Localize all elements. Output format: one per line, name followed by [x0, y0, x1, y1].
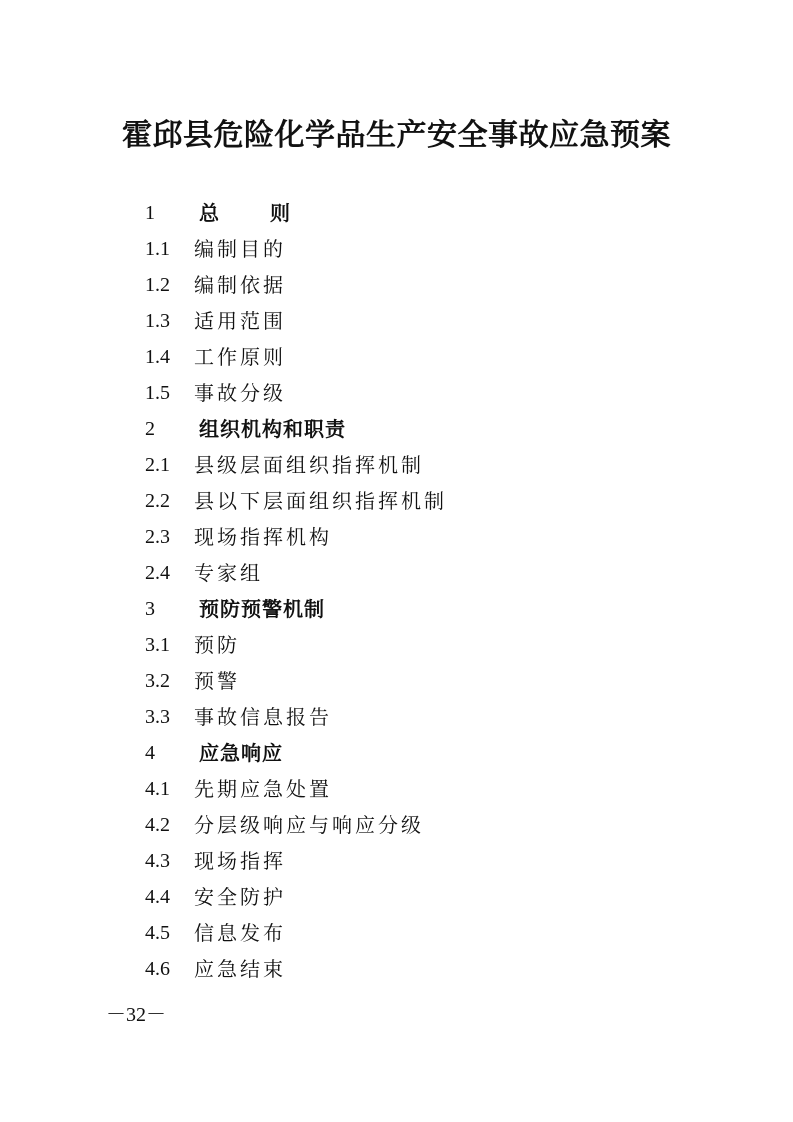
toc-heading: 事故信息报告 — [194, 705, 332, 729]
toc-heading: 先期应急处置 — [194, 777, 332, 801]
document-title: 霍邱县危险化学品生产安全事故应急预案 — [122, 118, 671, 153]
toc-heading: 应急响应 — [199, 741, 283, 765]
toc-heading: 分层级响应与响应分级 — [194, 813, 424, 837]
toc-section-4-3 — [145, 843, 447, 879]
toc-section-2-3 — [145, 519, 447, 555]
toc-heading: 县以下层面组织指挥机制 — [194, 489, 447, 513]
toc-section-1-2 — [145, 267, 447, 303]
toc-number: 4.1 — [145, 778, 170, 800]
toc-section-2-1 — [145, 447, 447, 483]
toc-number: 1.5 — [145, 382, 170, 404]
toc-heading: 预警 — [194, 669, 240, 693]
page-number: －32－ — [106, 1004, 166, 1026]
toc-heading: 组织机构和职责 — [199, 417, 346, 441]
toc-section-4-4 — [145, 879, 447, 915]
toc-section-2-2 — [145, 483, 447, 519]
toc-heading: 适用范围 — [194, 309, 286, 333]
toc-chapter-1 — [145, 195, 447, 231]
toc-section-3-3 — [145, 699, 447, 735]
toc-section-3-2 — [145, 663, 447, 699]
toc-number: 4 — [145, 742, 155, 764]
toc-number: 4.4 — [145, 886, 170, 908]
toc-number: 3 — [145, 598, 155, 620]
toc-number: 3.3 — [145, 706, 170, 728]
toc-section-1-4 — [145, 339, 447, 375]
toc-heading: 预防预警机制 — [199, 597, 325, 621]
toc-heading: 信息发布 — [194, 921, 286, 945]
toc-number: 2.4 — [145, 562, 170, 584]
toc-heading: 应急结束 — [194, 957, 286, 981]
toc-heading: 工作原则 — [194, 345, 286, 369]
toc-section-1-3 — [145, 303, 447, 339]
toc-heading: 安全防护 — [194, 885, 286, 909]
toc-number: 3.1 — [145, 634, 170, 656]
toc-chapter-3 — [145, 591, 447, 627]
toc-number: 1.1 — [145, 238, 170, 260]
toc-section-4-2 — [145, 807, 447, 843]
toc-section-4-5 — [145, 915, 447, 951]
toc-section-4-1 — [145, 771, 447, 807]
table-of-contents — [145, 195, 447, 987]
toc-heading: 编制依据 — [194, 273, 286, 297]
toc-number: 1.2 — [145, 274, 170, 296]
toc-number: 3.2 — [145, 670, 170, 692]
toc-section-3-1 — [145, 627, 447, 663]
toc-heading: 总 则 — [199, 201, 312, 225]
toc-number: 4.2 — [145, 814, 170, 836]
toc-chapter-2 — [145, 411, 447, 447]
toc-heading: 现场指挥机构 — [194, 525, 332, 549]
toc-number: 2.2 — [145, 490, 170, 512]
toc-section-2-4 — [145, 555, 447, 591]
toc-heading: 预防 — [194, 633, 240, 657]
toc-number: 1 — [145, 202, 155, 224]
toc-heading: 专家组 — [194, 561, 263, 585]
toc-heading: 现场指挥 — [194, 849, 286, 873]
toc-section-1-5 — [145, 375, 447, 411]
toc-number: 4.5 — [145, 922, 170, 944]
toc-heading: 编制目的 — [194, 237, 286, 261]
toc-number: 2 — [145, 418, 155, 440]
toc-number: 2.3 — [145, 526, 170, 548]
toc-number: 4.6 — [145, 958, 170, 980]
toc-number: 2.1 — [145, 454, 170, 476]
toc-number: 1.4 — [145, 346, 170, 368]
toc-section-1-1 — [145, 231, 447, 267]
toc-heading: 县级层面组织指挥机制 — [194, 453, 424, 477]
toc-heading: 事故分级 — [194, 381, 286, 405]
toc-number: 4.3 — [145, 850, 170, 872]
toc-section-4-6 — [145, 951, 447, 987]
toc-chapter-4 — [145, 735, 447, 771]
toc-number: 1.3 — [145, 310, 170, 332]
